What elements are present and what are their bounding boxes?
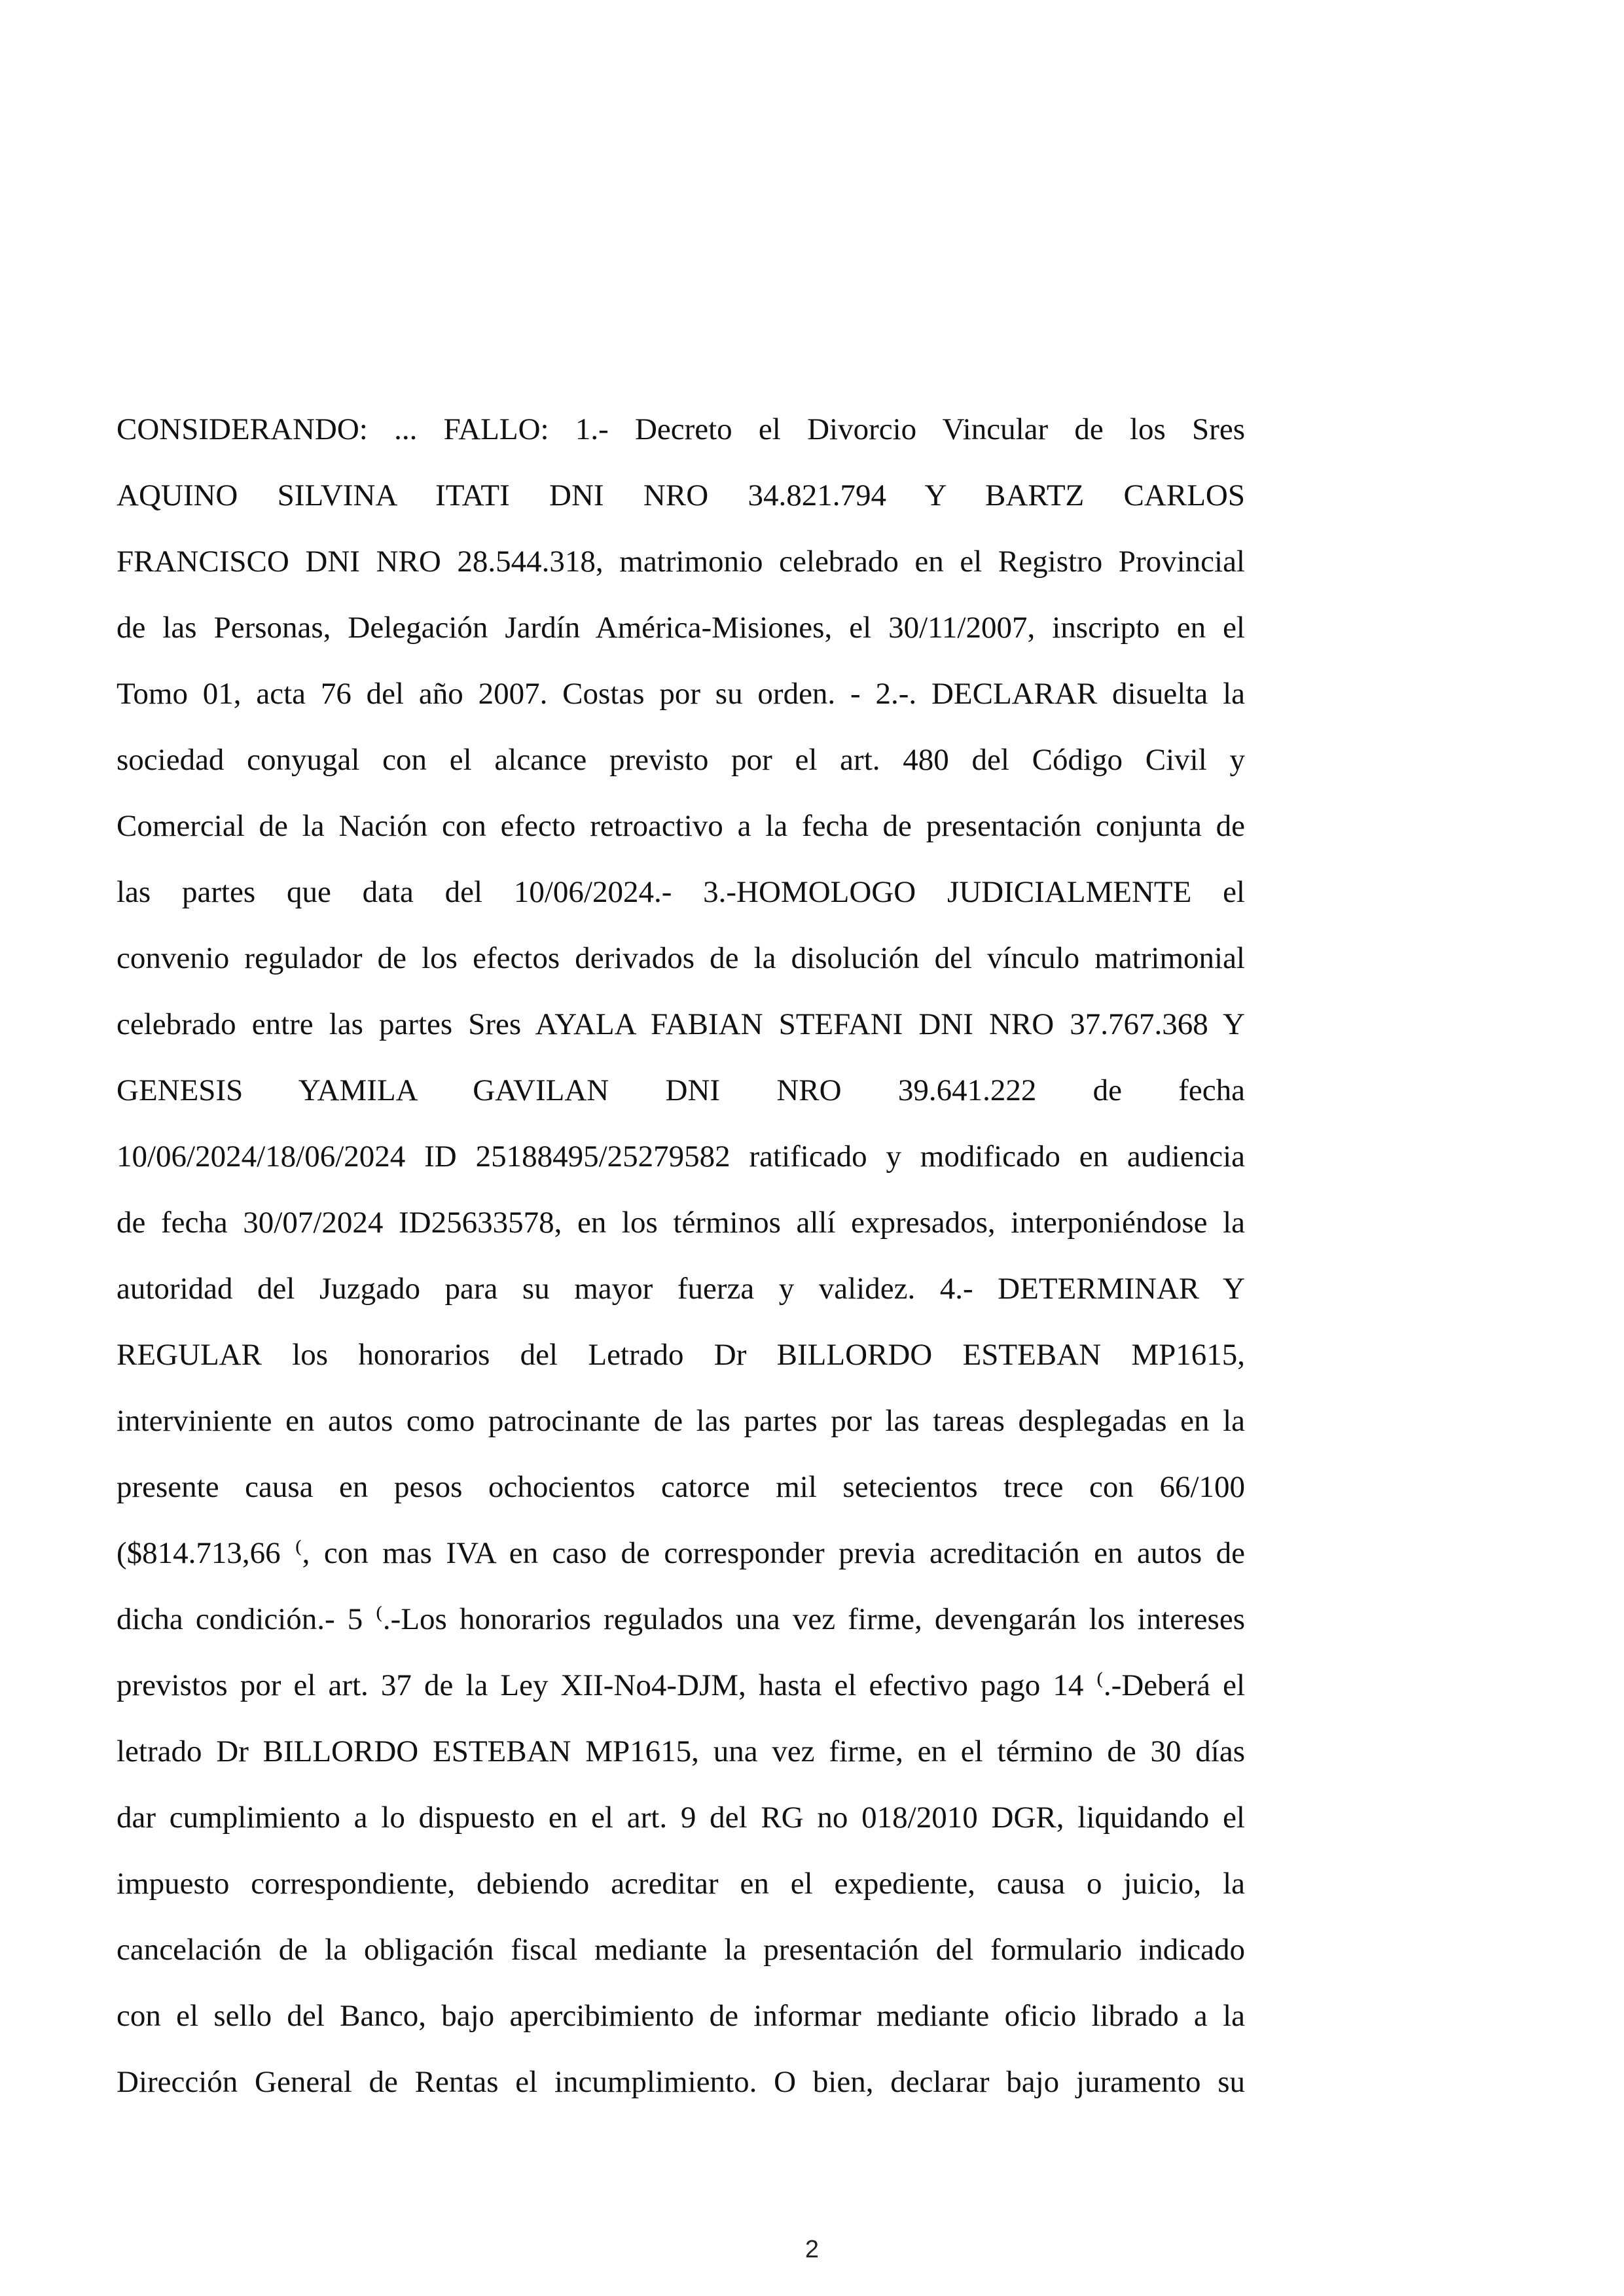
text-line: REGULAR los honorarios del Letrado Dr BILLORDO ESTEBAN MP1615, [117,1338,1245,1372]
text-line: GENESIS YAMILA GAVILAN DNI NRO 39.641.222 de fecha [117,1073,1245,1107]
text-line: cancelación de la obligación fiscal mediante la presentación del formulario indicado [117,1933,1245,1967]
text-line: de las Personas, Delegación Jardín América-Misiones, el 30/11/2007, inscripto en el [117,611,1245,645]
text-line: sociedad conyugal con el alcance previsto por el art. 480 del Código Civil y [117,743,1245,777]
text-line: 10/06/2024/18/06/2024 ID 25188495/25279582 ratificado y modificado en audiencia [117,1139,1245,1174]
text-line: Comercial de la Nación con efecto retroactivo a la fecha de presentación conjunta de [117,809,1245,843]
text-line: CONSIDERANDO: ... FALLO: 1.- Decreto el Divorcio Vincular de los Sres [117,412,1245,446]
text-line: Dirección General de Rentas el incumplimiento. O bien, declarar bajo juramento su [117,2065,1245,2099]
page-number: 2 [804,2236,820,2263]
text-line: impuesto correspondiente, debiendo acreditar en el expediente, causa o juicio, la [117,1867,1245,1901]
text-line: FRANCISCO DNI NRO 28.544.318, matrimonio celebrado en el Registro Provincial [117,545,1245,579]
text-line: interviniente en autos como patrocinante de las partes por las tareas desplegadas en la [117,1404,1245,1438]
text-line: convenio regulador de los efectos derivados de la disolución del vínculo matrimonial [117,941,1245,975]
text-line: letrado Dr BILLORDO ESTEBAN MP1615, una vez firme, en el término de 30 días [117,1734,1245,1768]
body-text [117,397,1245,2115]
text-line: dicha condición.- 5 ⁽.-Los honorarios regulados una vez firme, devengarán los intereses [117,1602,1245,1636]
text-line: Tomo 01, acta 76 del año 2007. Costas por su orden. - 2.-. DECLARAR disuelta la [117,677,1245,711]
text-line: con el sello del Banco, bajo apercibimiento de informar mediante oficio librado a la [117,1999,1245,2033]
text-line: dar cumplimiento a lo dispuesto en el art. 9 del RG no 018/2010 DGR, liquidando el [117,1801,1245,1835]
text-line: las partes que data del 10/06/2024.- 3.-HOMOLOGO JUDICIALMENTE el [117,875,1245,909]
text-line: de fecha 30/07/2024 ID25633578, en los términos allí expresados, interponiéndose la [117,1206,1245,1240]
text-line: presente causa en pesos ochocientos catorce mil setecientos trece con 66/100 [117,1470,1245,1504]
text-line: celebrado entre las partes Sres AYALA FABIAN STEFANI DNI NRO 37.767.368 Y [117,1007,1245,1041]
text-line: autoridad del Juzgado para su mayor fuerza y validez. 4.- DETERMINAR Y [117,1272,1245,1306]
text-line: previstos por el art. 37 de la Ley XII-No4-DJM, hasta el efectivo pago 14 ⁽.-Deberá el [117,1668,1245,1702]
text-line: AQUINO SILVINA ITATI DNI NRO 34.821.794 Y BARTZ CARLOS [117,478,1245,512]
text-line: ($814.713,66 ⁽, con mas IVA en caso de corresponder previa acreditación en autos de [117,1536,1245,1570]
